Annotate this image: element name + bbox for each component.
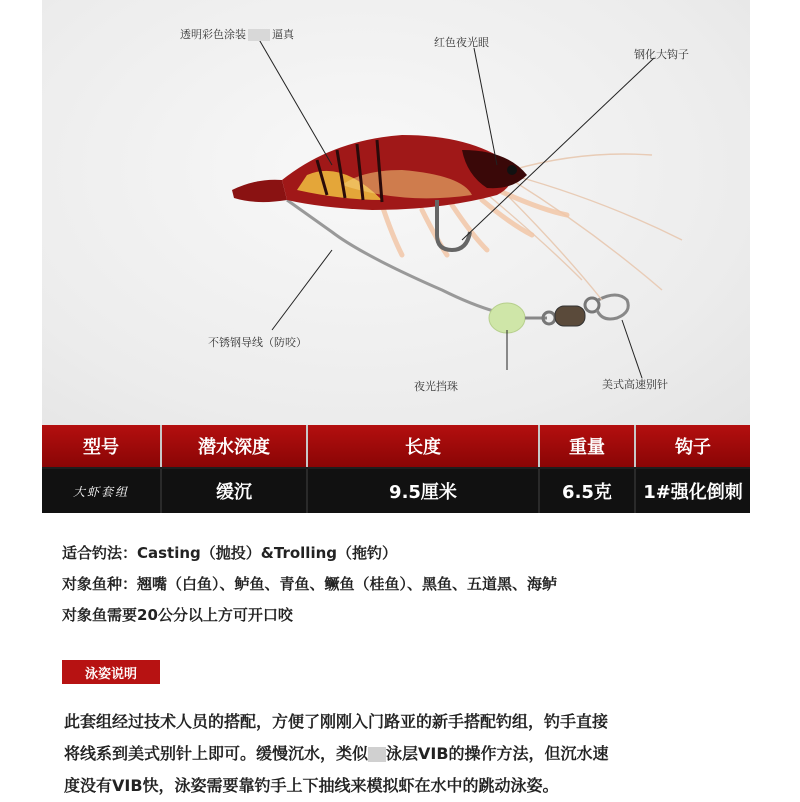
- header-hook: 钩子: [675, 437, 711, 458]
- swivel-barrel: [555, 306, 585, 326]
- desc-line-2: [64, 738, 764, 770]
- value-weight: 6.5克: [540, 469, 636, 513]
- callout-leader: 不锈钢导线（防咬）: [208, 336, 307, 349]
- fishing-info: [62, 538, 762, 631]
- spec-table-header: [42, 425, 750, 467]
- desc-line-1: 此套组经过技术人员的搭配，方便了刚刚入门路亚的新手搭配钓组，钓手直接: [64, 712, 609, 731]
- spec-table-row: [42, 469, 750, 513]
- blurred-text: [248, 29, 270, 41]
- desc-line-3: 度没有VIB快，泳姿需要靠钓手上下抽线来模拟虾在水中的跳动泳姿。: [64, 776, 559, 795]
- spec-table: [42, 425, 750, 513]
- callout-snap: 美式高速别针: [602, 378, 668, 391]
- callout-coating-prefix: 透明彩色涂装: [180, 28, 246, 41]
- fishing-method: 适合钓法：Casting（抛投）&Trolling（拖钓）: [62, 544, 397, 562]
- glow-bead: [489, 303, 525, 333]
- leader-wire: [287, 200, 497, 312]
- header-depth: 潜水深度: [162, 425, 308, 467]
- callout-bead: 夜光挡珠: [414, 380, 458, 393]
- callout-coating: [180, 26, 294, 42]
- blurred-text: [368, 747, 386, 762]
- value-length: 9.5厘米: [308, 469, 540, 513]
- desc-line-2-a: 将线系到美式别针上即可。缓慢沉水，类似: [64, 744, 369, 763]
- value-model: 大虾套组: [42, 469, 162, 513]
- section-tag-swim: 泳姿说明: [62, 660, 160, 684]
- desc-line-2-b: 泳层VIB的操作方法，但沉水速: [386, 744, 609, 763]
- value-depth: 缓沉: [162, 469, 308, 513]
- target-species: 对象鱼种：翘嘴（白鱼）、鲈鱼、青鱼、鳜鱼（桂鱼）、黑鱼、五道黑、海鲈: [62, 575, 558, 593]
- callout-red-eye: 红色夜光眼: [434, 36, 489, 49]
- product-photo: [42, 0, 750, 425]
- header-weight: 重量: [540, 425, 636, 467]
- red-eye: [507, 165, 517, 175]
- header-length: 长度: [308, 425, 540, 467]
- callout-hook: 钢化大钩子: [634, 48, 689, 61]
- callout-coating-suffix: 逼真: [272, 28, 294, 41]
- value-hook: 1#强化倒刺: [643, 482, 743, 503]
- swim-description: [64, 706, 764, 802]
- shrimp-lure-illustration: [42, 0, 750, 425]
- header-model: 型号: [42, 425, 162, 467]
- target-size: 对象鱼需要20公分以上方可开口咬: [62, 606, 293, 624]
